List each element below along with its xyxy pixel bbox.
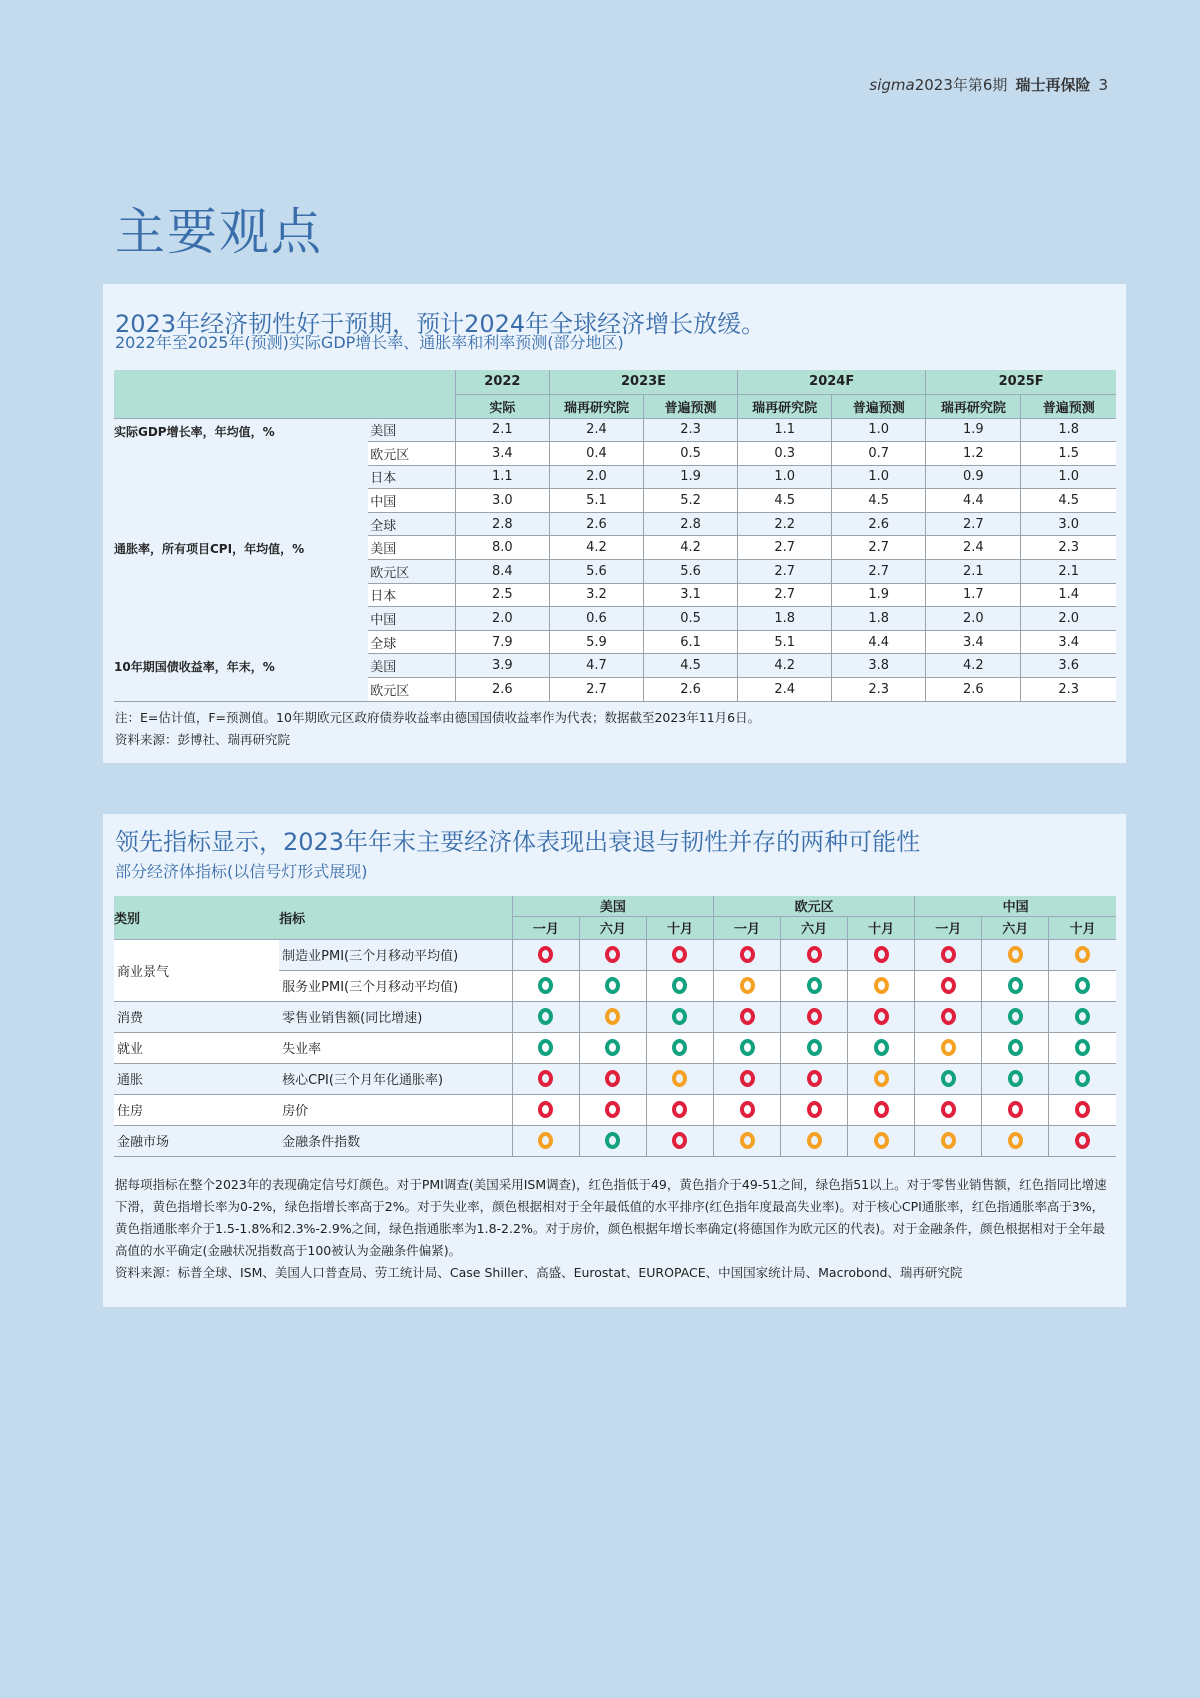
indicator-row	[114, 1094, 1116, 1125]
panel1-source: 资料来源：彭博社、瑞再研究院	[115, 732, 291, 747]
month-header: 十月	[1049, 916, 1116, 939]
value-cell: 2.7	[738, 536, 832, 560]
panel2-subheading: 部分经济体指标(以信号灯形式展现)	[115, 862, 368, 881]
signal-cell	[915, 1001, 982, 1032]
panel2-source: 资料来源：标普全球、ISM、美国人口普查局、劳工统计局、Case Shiller、高盛、Eurostat、EUROPACE、中国国家统计局、Macrobond、瑞再研究院	[115, 1265, 963, 1280]
signal-cell	[982, 1094, 1049, 1125]
value-cell: 1.8	[738, 607, 832, 631]
value-cell: 5.6	[644, 560, 738, 584]
value-cell: 0.9	[926, 465, 1021, 489]
value-cell: 1.8	[1021, 418, 1116, 442]
value-cell: 2.1	[926, 560, 1021, 584]
panel2-heading: 领先指标显示，2023年年末主要经济体表现出衰退与韧性并存的两种可能性	[115, 828, 921, 856]
value-cell: 2.7	[549, 678, 643, 702]
indicator-cell: 服务业PMI(三个月移动平均值)	[279, 970, 512, 1001]
subcol-header: 实际	[455, 394, 549, 418]
signal-cell	[848, 1001, 915, 1032]
value-cell: 2.0	[1021, 607, 1116, 631]
signal-cell	[646, 1032, 713, 1063]
subcol-header: 普遍预测	[1021, 394, 1116, 418]
value-cell: 5.9	[549, 630, 643, 654]
yellow-signal-icon	[874, 1132, 889, 1149]
region-cell: 欧元区	[368, 560, 455, 584]
signal-cell	[982, 939, 1049, 970]
region-cell: 中国	[368, 489, 455, 513]
value-cell: 3.4	[455, 442, 549, 466]
region-cell: 日本	[368, 465, 455, 489]
signal-cell	[1049, 1094, 1116, 1125]
brand-label: 瑞士再保险	[1015, 76, 1091, 94]
red-signal-icon	[807, 946, 822, 963]
signal-cell	[1049, 970, 1116, 1001]
signal-cell	[579, 1125, 646, 1156]
group-label: 通胀率，所有项目CPI，年均值，%	[114, 536, 368, 654]
value-cell: 2.8	[644, 512, 738, 536]
value-cell: 3.8	[832, 654, 926, 678]
signal-cell	[714, 1125, 781, 1156]
green-signal-icon	[1008, 1039, 1023, 1056]
value-cell: 2.7	[832, 560, 926, 584]
value-cell: 2.6	[926, 678, 1021, 702]
green-signal-icon	[605, 1039, 620, 1056]
year-header: 2025F	[926, 370, 1116, 394]
green-signal-icon	[605, 1132, 620, 1149]
indicator-header: 指标	[279, 896, 512, 939]
table-row	[114, 536, 1116, 560]
red-signal-icon	[740, 1101, 755, 1118]
red-signal-icon	[538, 1101, 553, 1118]
signal-cell	[1049, 1063, 1116, 1094]
yellow-signal-icon	[740, 1132, 755, 1149]
signal-cell	[512, 1032, 579, 1063]
value-cell: 0.5	[644, 442, 738, 466]
red-signal-icon	[941, 977, 956, 994]
value-cell: 7.9	[455, 630, 549, 654]
subcol-header: 瑞再研究院	[926, 394, 1021, 418]
yellow-signal-icon	[1008, 1132, 1023, 1149]
value-cell: 1.1	[738, 418, 832, 442]
green-signal-icon	[1075, 977, 1090, 994]
value-cell: 8.4	[455, 560, 549, 584]
value-cell: 5.6	[549, 560, 643, 584]
yellow-signal-icon	[807, 1132, 822, 1149]
yellow-signal-icon	[672, 1070, 687, 1087]
region-cell: 中国	[368, 607, 455, 631]
signal-cell	[714, 1094, 781, 1125]
indicator-row	[114, 1001, 1116, 1032]
value-cell: 4.4	[926, 489, 1021, 513]
green-signal-icon	[807, 977, 822, 994]
signal-cell	[646, 1063, 713, 1094]
indicator-cell: 制造业PMI(三个月移动平均值)	[279, 939, 512, 970]
value-cell: 1.9	[832, 583, 926, 607]
month-header: 十月	[848, 916, 915, 939]
value-cell: 2.6	[455, 678, 549, 702]
value-cell: 5.1	[738, 630, 832, 654]
value-cell: 2.0	[926, 607, 1021, 631]
signal-cell	[646, 1094, 713, 1125]
value-cell: 3.1	[644, 583, 738, 607]
red-signal-icon	[740, 1008, 755, 1025]
value-cell: 0.3	[738, 442, 832, 466]
signal-cell	[579, 1001, 646, 1032]
region-header-row	[114, 896, 1116, 916]
category-cell: 消费	[114, 1001, 279, 1032]
signal-cell	[781, 1001, 848, 1032]
value-cell: 2.5	[455, 583, 549, 607]
value-cell: 1.7	[926, 583, 1021, 607]
month-header: 六月	[579, 916, 646, 939]
green-signal-icon	[672, 1008, 687, 1025]
month-header: 十月	[646, 916, 713, 939]
yellow-signal-icon	[740, 977, 755, 994]
category-cell: 商业景气	[114, 939, 279, 1001]
green-signal-icon	[807, 1039, 822, 1056]
value-cell: 1.9	[926, 418, 1021, 442]
signal-cell	[781, 1032, 848, 1063]
signal-cell	[848, 1032, 915, 1063]
value-cell: 4.5	[1021, 489, 1116, 513]
signal-cell	[982, 1032, 1049, 1063]
value-cell: 1.4	[1021, 583, 1116, 607]
gdp-forecast-panel	[103, 284, 1126, 763]
subcol-header: 瑞再研究院	[738, 394, 832, 418]
value-cell: 2.4	[738, 678, 832, 702]
value-cell: 2.3	[644, 418, 738, 442]
month-header: 一月	[714, 916, 781, 939]
table-row	[114, 654, 1116, 678]
red-signal-icon	[538, 1070, 553, 1087]
panel1-subheading: 2022年至2025年(预测)实际GDP增长率、通胀率和利率预测(部分地区)	[115, 333, 624, 352]
value-cell: 4.7	[549, 654, 643, 678]
red-signal-icon	[807, 1008, 822, 1025]
red-signal-icon	[941, 946, 956, 963]
indicator-cell: 失业率	[279, 1032, 512, 1063]
green-signal-icon	[672, 977, 687, 994]
indicator-row	[114, 1125, 1116, 1156]
green-signal-icon	[1075, 1070, 1090, 1087]
green-signal-icon	[538, 977, 553, 994]
value-cell: 2.4	[926, 536, 1021, 560]
month-header: 六月	[982, 916, 1049, 939]
value-cell: 0.5	[644, 607, 738, 631]
leading-indicators-panel	[103, 814, 1126, 1307]
green-signal-icon	[538, 1039, 553, 1056]
yellow-signal-icon	[941, 1132, 956, 1149]
red-signal-icon	[672, 1132, 687, 1149]
value-cell: 3.4	[926, 630, 1021, 654]
signal-cell	[579, 1063, 646, 1094]
year-header: 2022	[455, 370, 549, 394]
value-cell: 5.2	[644, 489, 738, 513]
red-signal-icon	[807, 1101, 822, 1118]
signal-cell	[848, 1063, 915, 1094]
region-cell: 美国	[368, 418, 455, 442]
header-blank	[114, 370, 455, 418]
signal-cell	[781, 970, 848, 1001]
subcol-header: 瑞再研究院	[549, 394, 643, 418]
yellow-signal-icon	[874, 1070, 889, 1087]
value-cell: 1.8	[832, 607, 926, 631]
value-cell: 1.0	[832, 418, 926, 442]
red-signal-icon	[941, 1101, 956, 1118]
red-signal-icon	[672, 1101, 687, 1118]
month-header: 一月	[915, 916, 982, 939]
value-cell: 3.9	[455, 654, 549, 678]
signal-cell	[714, 1032, 781, 1063]
red-signal-icon	[740, 1070, 755, 1087]
value-cell: 2.1	[1021, 560, 1116, 584]
value-cell: 8.0	[455, 536, 549, 560]
indicator-row	[114, 1032, 1116, 1063]
value-cell: 2.3	[1021, 536, 1116, 560]
category-cell: 住房	[114, 1094, 279, 1125]
red-signal-icon	[874, 1101, 889, 1118]
year-header-row	[114, 370, 1116, 394]
forecast-table	[114, 370, 1116, 702]
table-row	[114, 418, 1116, 442]
signal-cell	[781, 1125, 848, 1156]
red-signal-icon	[1075, 1132, 1090, 1149]
running-header	[869, 74, 1108, 95]
value-cell: 3.4	[1021, 630, 1116, 654]
yellow-signal-icon	[1075, 946, 1090, 963]
green-signal-icon	[941, 1070, 956, 1087]
signal-cell	[982, 1063, 1049, 1094]
green-signal-icon	[1075, 1039, 1090, 1056]
green-signal-icon	[1008, 977, 1023, 994]
value-cell: 0.7	[832, 442, 926, 466]
signal-cell	[982, 1125, 1049, 1156]
signal-cell	[982, 970, 1049, 1001]
signal-table	[114, 896, 1116, 1157]
red-signal-icon	[538, 946, 553, 963]
region-cell: 全球	[368, 630, 455, 654]
panel1-note: 注：E=估计值，F=预测值。10年期欧元区政府债券收益率由德国国债收益率作为代表；数据截至2023年11月6日。	[115, 710, 761, 725]
value-cell: 4.5	[832, 489, 926, 513]
yellow-signal-icon	[874, 977, 889, 994]
red-signal-icon	[874, 1008, 889, 1025]
sigma-label: sigma	[869, 76, 915, 94]
value-cell: 4.2	[926, 654, 1021, 678]
value-cell: 3.2	[549, 583, 643, 607]
value-cell: 2.6	[644, 678, 738, 702]
value-cell: 5.1	[549, 489, 643, 513]
region-cell: 欧元区	[368, 678, 455, 702]
value-cell: 3.0	[1021, 512, 1116, 536]
signal-cell	[915, 970, 982, 1001]
value-cell: 2.7	[832, 536, 926, 560]
signal-cell	[646, 939, 713, 970]
subcol-header: 普遍预测	[832, 394, 926, 418]
value-cell: 4.5	[644, 654, 738, 678]
yellow-signal-icon	[605, 1008, 620, 1025]
value-cell: 0.4	[549, 442, 643, 466]
signal-cell	[512, 1125, 579, 1156]
red-signal-icon	[1008, 1101, 1023, 1118]
signal-cell	[646, 970, 713, 1001]
signal-cell	[781, 1094, 848, 1125]
year-header: 2024F	[738, 370, 926, 394]
value-cell: 1.0	[832, 465, 926, 489]
signal-cell	[579, 1094, 646, 1125]
region-header: 中国	[915, 896, 1116, 916]
signal-cell	[512, 970, 579, 1001]
group-label: 实际GDP增长率，年均值，%	[114, 418, 368, 536]
indicator-row	[114, 1063, 1116, 1094]
region-cell: 全球	[368, 512, 455, 536]
indicator-cell: 金融条件指数	[279, 1125, 512, 1156]
green-signal-icon	[672, 1039, 687, 1056]
signal-cell	[781, 1063, 848, 1094]
value-cell: 2.7	[738, 560, 832, 584]
signal-cell	[1049, 939, 1116, 970]
value-cell: 1.0	[1021, 465, 1116, 489]
signal-cell	[714, 1001, 781, 1032]
red-signal-icon	[605, 1070, 620, 1087]
value-cell: 2.6	[549, 512, 643, 536]
signal-cell	[714, 939, 781, 970]
page-title: 主要观点	[115, 203, 323, 261]
green-signal-icon	[1008, 1070, 1023, 1087]
region-cell: 美国	[368, 654, 455, 678]
value-cell: 4.2	[549, 536, 643, 560]
value-cell: 2.4	[549, 418, 643, 442]
region-cell: 美国	[368, 536, 455, 560]
issue-label: 2023年第6期	[914, 76, 1008, 94]
red-signal-icon	[740, 946, 755, 963]
region-cell: 欧元区	[368, 442, 455, 466]
green-signal-icon	[874, 1039, 889, 1056]
value-cell: 3.0	[455, 489, 549, 513]
value-cell: 4.5	[738, 489, 832, 513]
yellow-signal-icon	[538, 1132, 553, 1149]
value-cell: 0.6	[549, 607, 643, 631]
signal-cell	[512, 1001, 579, 1032]
green-signal-icon	[538, 1008, 553, 1025]
value-cell: 1.9	[644, 465, 738, 489]
signal-cell	[915, 1032, 982, 1063]
category-header: 类别	[114, 896, 279, 939]
region-cell: 日本	[368, 583, 455, 607]
panel1-heading: 2023年经济韧性好于预期，预计2024年全球经济增长放缓。	[115, 310, 766, 338]
signal-cell	[848, 939, 915, 970]
value-cell: 2.2	[738, 512, 832, 536]
category-cell: 就业	[114, 1032, 279, 1063]
red-signal-icon	[605, 946, 620, 963]
green-signal-icon	[740, 1039, 755, 1056]
red-signal-icon	[807, 1070, 822, 1087]
group-label: 10年期国债收益率，年末，%	[114, 654, 368, 701]
signal-cell	[646, 1125, 713, 1156]
signal-cell	[512, 939, 579, 970]
month-header: 一月	[512, 916, 579, 939]
value-cell: 4.2	[738, 654, 832, 678]
red-signal-icon	[941, 1008, 956, 1025]
signal-cell	[848, 1125, 915, 1156]
signal-cell	[848, 1094, 915, 1125]
panel2-note: 据每项指标在整个2023年的表现确定信号灯颜色。对于PMI调查(美国采用ISM调查)，红色指低于49，黄色指介于49-51之间，绿色指51以上。对于零售业销售额，红色指同比增速下滑，黄色指增长率为0-2%，绿色指增长率高于2%。对于失业率，颜色根据相对于全年最低值的水平排序(红色指年度最高失业率)。对于核心CPI通胀率，红色指通胀率高于3%，黄色指通胀率介于1.5-1.8%和2.3%-2.9%之间，绿色指通胀率为1.8-2.2%。对于房价，颜色根据年增长率确定(将德国作为欧元区的代表)。对于金融条件，颜色根据相对于全年最高值的水平确定(金融状况指数高于100被认为金融条件偏紧)。	[115, 1177, 1107, 1258]
signal-cell	[1049, 1032, 1116, 1063]
signal-cell	[915, 1063, 982, 1094]
value-cell: 1.2	[926, 442, 1021, 466]
signal-cell	[848, 970, 915, 1001]
signal-cell	[781, 939, 848, 970]
value-cell: 1.5	[1021, 442, 1116, 466]
yellow-signal-icon	[1008, 946, 1023, 963]
value-cell: 2.7	[926, 512, 1021, 536]
signal-cell	[646, 1001, 713, 1032]
signal-cell	[512, 1063, 579, 1094]
red-signal-icon	[605, 1101, 620, 1118]
value-cell: 2.8	[455, 512, 549, 536]
signal-cell	[579, 939, 646, 970]
signal-cell	[915, 1125, 982, 1156]
value-cell: 6.1	[644, 630, 738, 654]
subcol-header: 普遍预测	[644, 394, 738, 418]
signal-cell	[982, 1001, 1049, 1032]
value-cell: 1.0	[738, 465, 832, 489]
indicator-cell: 零售业销售额(同比增速)	[279, 1001, 512, 1032]
page-number: 3	[1098, 76, 1108, 94]
signal-cell	[579, 1032, 646, 1063]
indicator-cell: 核心CPI(三个月年化通胀率)	[279, 1063, 512, 1094]
signal-cell	[512, 1094, 579, 1125]
signal-cell	[714, 970, 781, 1001]
value-cell: 2.6	[832, 512, 926, 536]
value-cell: 2.3	[832, 678, 926, 702]
category-cell: 金融市场	[114, 1125, 279, 1156]
value-cell: 2.7	[738, 583, 832, 607]
value-cell: 3.6	[1021, 654, 1116, 678]
value-cell: 4.2	[644, 536, 738, 560]
region-header: 美国	[512, 896, 713, 916]
value-cell: 2.0	[549, 465, 643, 489]
red-signal-icon	[672, 946, 687, 963]
signal-cell	[915, 939, 982, 970]
signal-cell	[915, 1094, 982, 1125]
signal-cell	[1049, 1125, 1116, 1156]
green-signal-icon	[1008, 1008, 1023, 1025]
month-header: 六月	[781, 916, 848, 939]
signal-cell	[714, 1063, 781, 1094]
year-header: 2023E	[549, 370, 737, 394]
region-header: 欧元区	[714, 896, 915, 916]
signal-cell	[1049, 1001, 1116, 1032]
category-cell: 通胀	[114, 1063, 279, 1094]
value-cell: 1.1	[455, 465, 549, 489]
red-signal-icon	[1075, 1101, 1090, 1118]
red-signal-icon	[874, 946, 889, 963]
green-signal-icon	[1075, 1008, 1090, 1025]
signal-cell	[579, 970, 646, 1001]
value-cell: 2.1	[455, 418, 549, 442]
value-cell: 4.4	[832, 630, 926, 654]
value-cell: 2.0	[455, 607, 549, 631]
indicator-cell: 房价	[279, 1094, 512, 1125]
indicator-row	[114, 939, 1116, 970]
yellow-signal-icon	[941, 1039, 956, 1056]
value-cell: 2.3	[1021, 678, 1116, 702]
green-signal-icon	[605, 977, 620, 994]
